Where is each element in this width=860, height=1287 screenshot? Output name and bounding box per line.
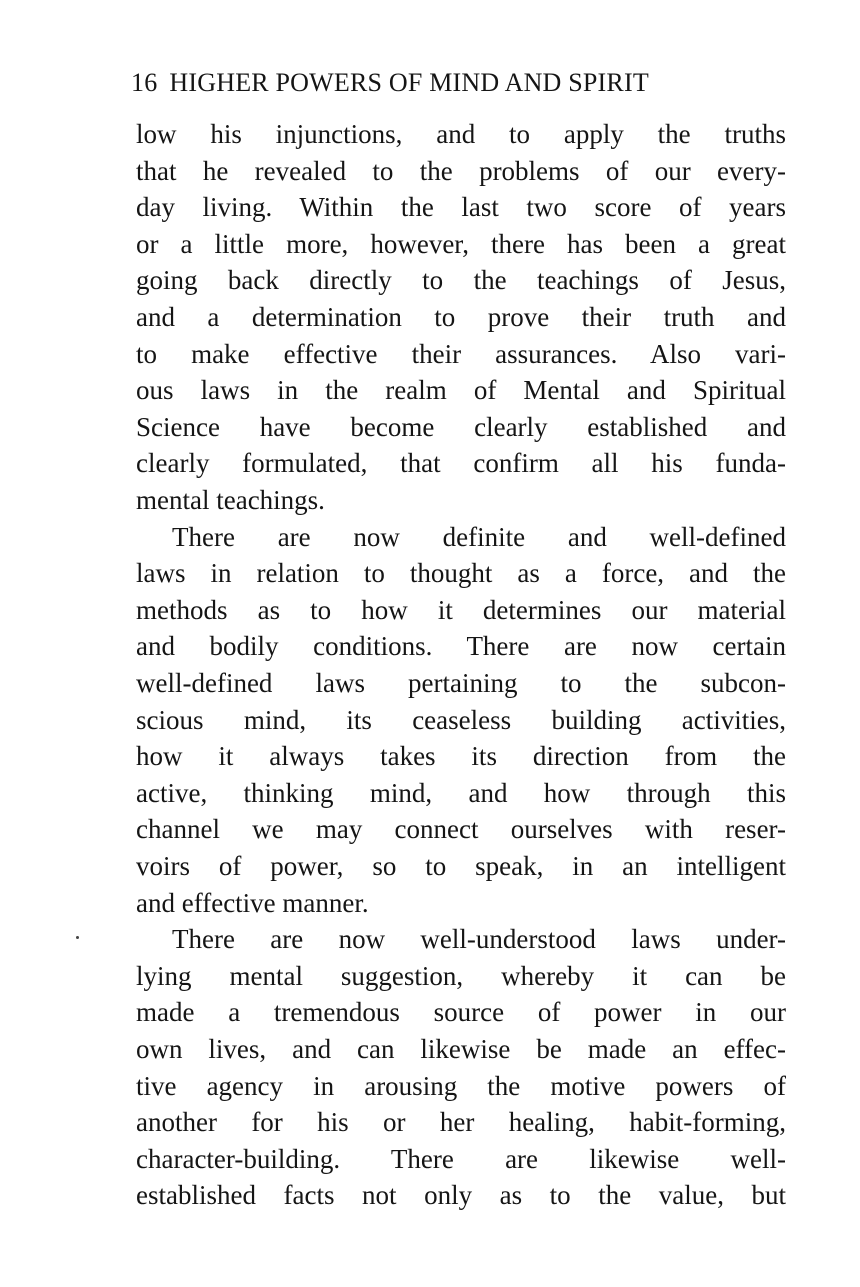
text-line: another for his or her healing, habit-forming, — [136, 1107, 786, 1138]
text-line: scious mind, its ceaseless building activities, — [136, 704, 786, 735]
text-line: laws in relation to thought as a force, and the — [136, 558, 786, 589]
text-line: established facts not only as to the value, but — [136, 1180, 786, 1211]
text-line: lying mental suggestion, whereby it can be — [136, 960, 786, 991]
text-line: ous laws in the realm of Mental and Spiritual — [136, 375, 786, 406]
text-line: clearly formulated, that confirm all his funda- — [136, 448, 786, 479]
text-line: voirs of power, so to speak, in an intelligent — [136, 851, 786, 881]
text-line: mental teachings. — [136, 485, 325, 515]
text-line: There are now definite and well-defined — [172, 521, 786, 552]
text-line: going back directly to the teachings of Jesus, — [136, 265, 786, 296]
running-header — [131, 66, 791, 100]
text-line: to make effective their assurances. Also vari- — [136, 338, 786, 369]
text-line: active, thinking mind, and how through this — [136, 777, 786, 808]
scan-speck — [76, 936, 79, 939]
text-line: tive agency in arousing the motive powers of — [136, 1070, 786, 1101]
text-line: character-building. There are likewise well- — [136, 1143, 786, 1174]
text-line: Science have become clearly established and — [136, 411, 786, 442]
text-line: low his injunctions, and to apply the truths — [136, 119, 786, 149]
text-line: and effective manner. — [136, 887, 369, 918]
text-line: There are now well-understood laws under- — [172, 924, 786, 955]
text-line: methods as to how it determines our material — [136, 594, 786, 625]
text-line: made a tremendous source of power in our — [136, 997, 786, 1028]
text-line: and bodily conditions. There are now certain — [136, 631, 786, 662]
text-line: and a determination to prove their truth and — [136, 302, 786, 332]
text-line: how it always takes its direction from the — [136, 741, 786, 772]
page-number: 16 — [131, 68, 158, 97]
text-line: or a little more, however, there has been a great — [136, 228, 786, 259]
running-title: HIGHER POWERS OF MIND AND SPIRIT — [169, 68, 649, 97]
text-line: own lives, and can likewise be made an effec- — [136, 1034, 786, 1064]
text-line: that he revealed to the problems of our every- — [136, 155, 786, 186]
text-line: day living. Within the last two score of years — [136, 192, 786, 223]
text-line: channel we may connect ourselves with reser- — [136, 814, 786, 845]
text-line: well-defined laws pertaining to the subcon- — [136, 668, 786, 698]
